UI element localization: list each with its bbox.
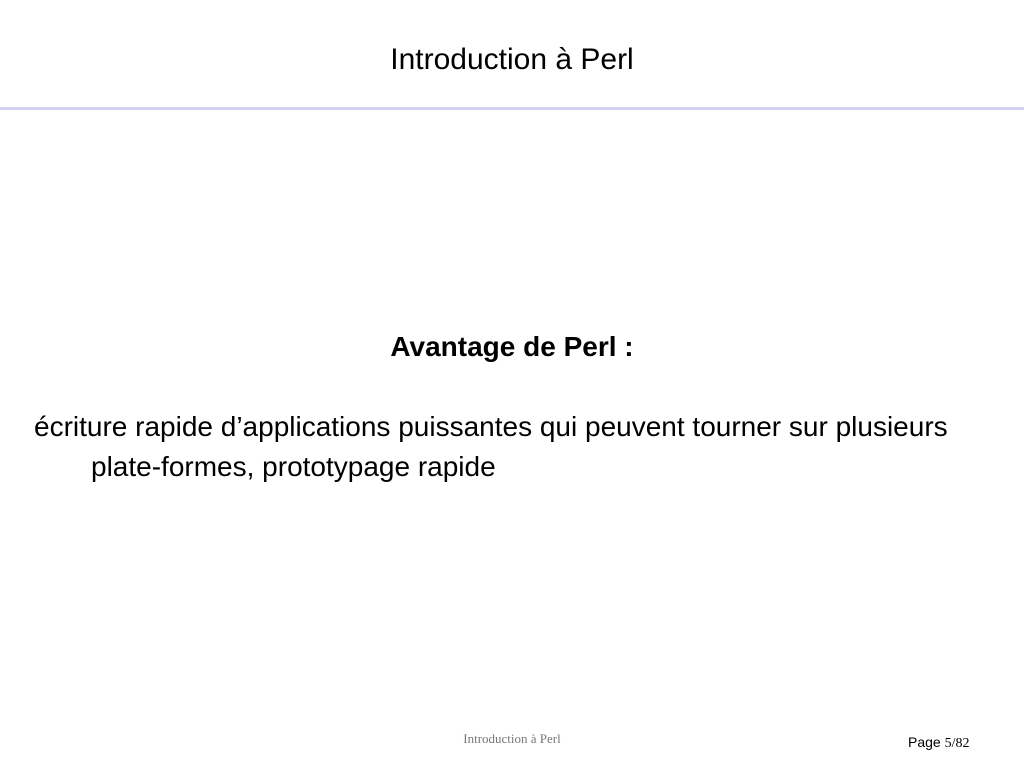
content-heading: Avantage de Perl : <box>390 331 634 362</box>
footer-presentation-title: Introduction à Perl <box>463 731 561 746</box>
page-label: Page <box>908 734 941 750</box>
content-body-text: écriture rapide d’applications puissantes qui peuvent tourner sur plusieurs plate-formes, prototypage rapide <box>34 411 948 482</box>
slide-title: Introduction à Perl <box>390 43 634 76</box>
page-number: 5/82 <box>944 736 970 751</box>
footer-page-indicator <box>908 734 969 752</box>
title-divider <box>0 107 1024 110</box>
